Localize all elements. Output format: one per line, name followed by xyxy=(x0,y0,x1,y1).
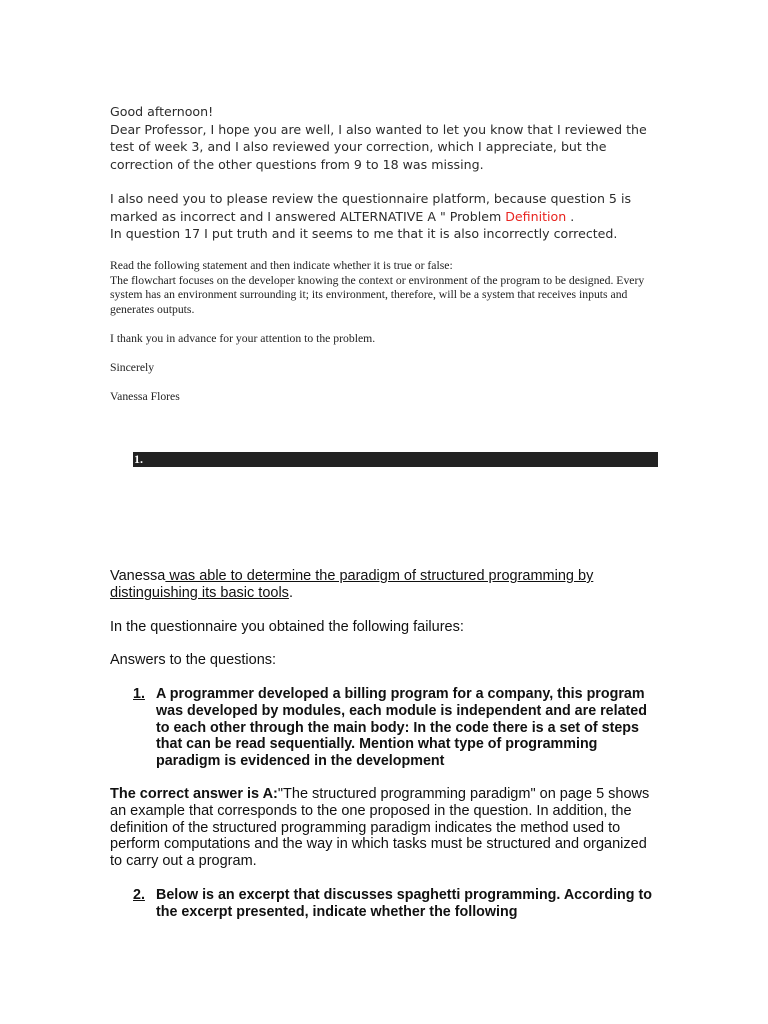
response-period: . xyxy=(288,584,293,601)
failures-text: In the questionnaire you obtained the following failures: xyxy=(110,619,464,635)
failures-line xyxy=(110,619,655,636)
correct-answer-paragraph xyxy=(110,786,650,870)
quoted-statement: The flowchart focuses on the developer knowing the context or environment of the program to be designed. Every system has an environment surrounding it; its environment, therefore, will be a system that receives inputs and generates outputs. xyxy=(110,273,645,316)
answers-heading xyxy=(110,652,655,669)
signature-line: Vanessa Flores xyxy=(110,389,180,403)
response-underlined-2: distinguishing its basic tools xyxy=(110,584,289,601)
closing-line: Sincerely xyxy=(110,360,155,374)
highlighted-word: Definition xyxy=(505,208,567,224)
response-underlined-1: was able to determine the paradigm of structured programming by xyxy=(165,568,594,584)
question-2-text: Below is an excerpt that discusses spaghetti programming. According to the excerpt presented, indicate whether the following xyxy=(156,887,652,920)
correct-answer-label: The correct answer is A: xyxy=(110,786,278,802)
question-2 xyxy=(133,887,653,921)
question-1-text: A programmer developed a billing program for a company, this program was developed by modules, each module is independent and are related to each other through the main body: In the code there is a set of steps that can be read sequentially. Mention what type of programming paradigm is evidenced in the development xyxy=(156,686,647,770)
email-body xyxy=(110,103,650,243)
student-name: Vanessa xyxy=(110,568,166,584)
section-bar xyxy=(133,452,658,467)
email-paragraph-1: Dear Professor, I hope you are well, I also wanted to let you know that I reviewed the test of week 3, and I also reviewed your correction, which I appreciate, but the correction of the other questions from 9 to 18 was missing. xyxy=(110,121,647,172)
response-intro xyxy=(110,568,655,602)
response-line-1 xyxy=(110,568,655,585)
section-bar-label: 1. xyxy=(134,452,143,466)
answers-heading-text: Answers to the questions: xyxy=(110,652,277,668)
thanks-line: I thank you in advance for your attention to the problem. xyxy=(110,331,376,345)
correct-answer-text: "The structured programming paradigm" on page 5 shows an example that corresponds to the one proposed in the question. In addition, the definition of the structured programming paradigm indicates the method used to perform computations and the way in which tasks must be structured and organized to carry out a program. xyxy=(110,786,650,870)
email-paragraph-2-end: . xyxy=(566,208,575,224)
question-2-number: 2. xyxy=(133,887,145,903)
email-paragraph-2-text: I also need you to please review the questionnaire platform, because question 5 is marked as incorrect and I answered ALTERNATIVE A " Problem xyxy=(110,191,632,224)
greeting: Good afternoon! xyxy=(110,104,214,119)
question-1-number: 1. xyxy=(133,686,145,702)
email-paragraph-2 xyxy=(110,190,650,225)
email-paragraph-3: In question 17 I put truth and it seems to me that it is also incorrectly corrected. xyxy=(110,226,618,241)
quoted-section xyxy=(110,259,655,404)
response-line-2 xyxy=(110,585,655,602)
quoted-intro: Read the following statement and then indicate whether it is true or false: xyxy=(110,259,453,272)
question-1 xyxy=(133,686,653,770)
correct-answer xyxy=(110,786,650,870)
